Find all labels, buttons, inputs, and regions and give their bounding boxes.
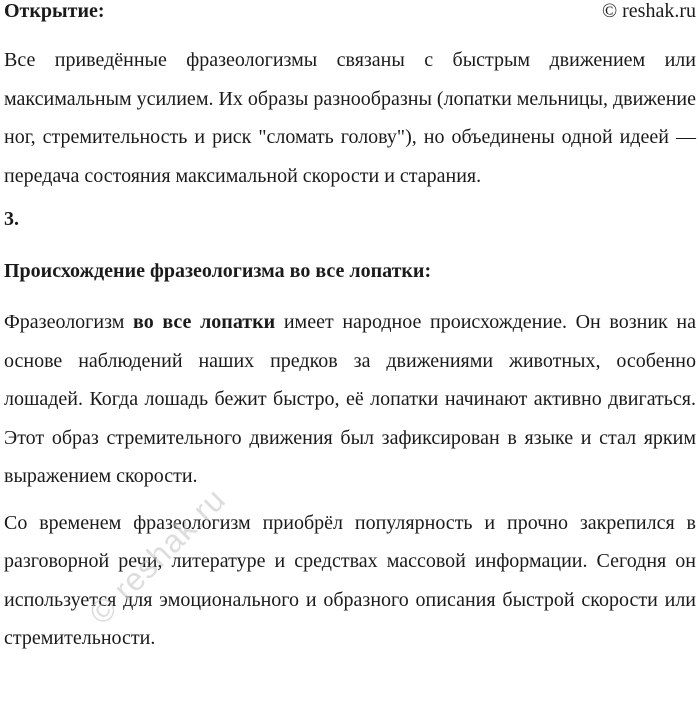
paragraph-conclusion: Все приведённые фразеологизмы связаны с быстрым движением или максимальным усилием. Их образы разнообразны (лопатки мельницы, движение ног, стремительность и риск "сломать голову"), но объединены одной идеей — передача состояния максимальной скорости и старания.: [4, 49, 696, 187]
paragraph-origin-after: имеет народное происхождение. Он возник на основе наблюдений наших предков за движениями животных, особенно лошадей. Когда лошадь бежит быстро, её лопатки начинают активно двигаться. Этот образ стремительного движения был зафиксирован в языке и стал ярким выражением скорости.: [4, 311, 697, 487]
paragraph-origin: [4, 303, 696, 496]
phrase-highlight: во все лопатки: [133, 311, 276, 333]
paragraph-origin-before: Фразеологизм: [4, 311, 134, 333]
header-title: Открытие:: [4, 0, 105, 22]
section-number: 3.: [4, 208, 19, 230]
document-page: [4, 0, 696, 658]
header-credit: © reshak.ru: [601, 0, 696, 22]
watermark-text: © reshak.ru: [82, 480, 233, 632]
section-title: Происхождение фразеологизма во все лопатки:: [4, 260, 432, 282]
document-header: [4, 0, 696, 23]
paragraph-usage: Со временем фразеологизм приобрёл популярность и прочно закрепился в разговорной речи, литературе и средствах массовой информации. Сегодня он используется для эмоционального и образного описания быстрой скорости или стремительности.: [4, 511, 696, 649]
